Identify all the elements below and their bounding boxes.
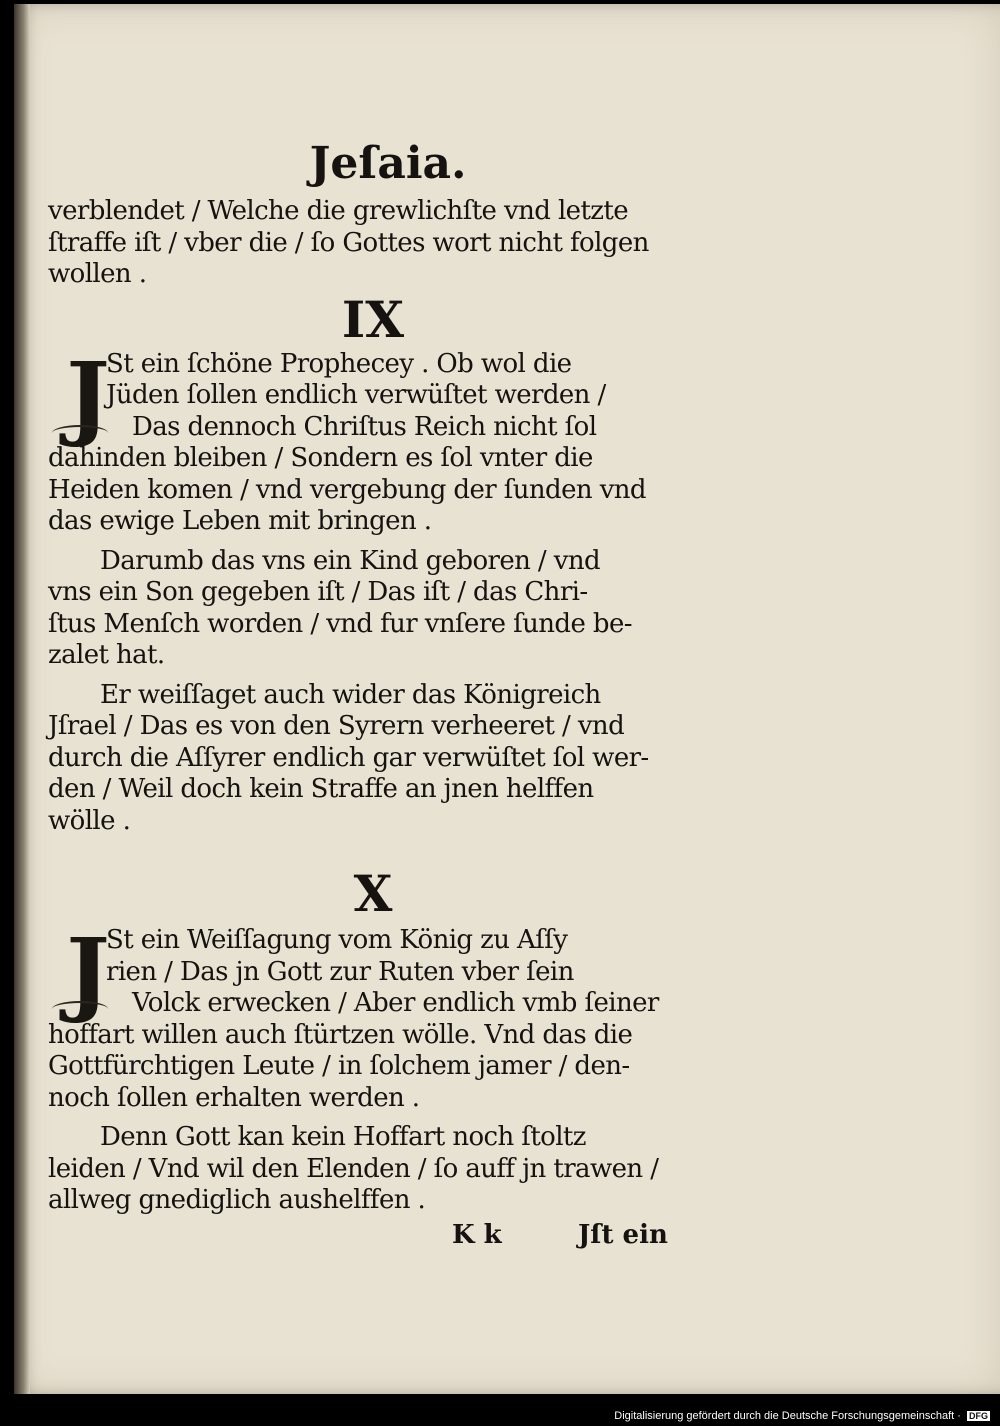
- signature-mark: K k: [452, 1219, 502, 1250]
- credit-text: Digitalisierung gefördert durch die Deutsche Forschungsgemeinschaft ·: [614, 1410, 961, 1422]
- text-line: das ewige Leben mit bringen .: [48, 506, 432, 536]
- text-line: leiden / Vnd wil den Elenden / ſo auff jn trawen /: [48, 1153, 659, 1184]
- text-line: durch die Aſſyrer endlich gar verwüſtet ſol wer-: [48, 742, 649, 773]
- decorated-initial: [48, 918, 128, 1026]
- text-line: den / Weil doch kein Straffe an jnen helffen: [48, 774, 594, 804]
- text-line: rien / Das jn Gott zur Ruten vber ſein: [106, 956, 574, 987]
- page-text: [48, 132, 688, 1253]
- text-line: wölle .: [48, 805, 131, 836]
- running-header: Jeſaia.: [309, 138, 467, 189]
- text-line: Denn Gott kan kein Hoffart noch ſtoltz: [100, 1122, 586, 1152]
- text-line: St ein ſchöne Prophecey . Ob wol die: [106, 348, 572, 379]
- text-line: Er weiſſaget auch wider das Königreich: [100, 679, 601, 710]
- text-line: Volck erwecken / Aber endlich vmb ſeiner: [132, 988, 659, 1018]
- text-line: dahinden bleiben / Sondern es ſol vnter die: [48, 443, 593, 473]
- dfg-logo-icon: DFG: [969, 1411, 988, 1421]
- chapter-10-summary: [48, 918, 688, 1114]
- text-line: vns ein Son gegeben iſt / Das iſt / das Chri-: [48, 577, 588, 607]
- text-line: Darumb das vns ein Kind geboren / vnd: [100, 545, 601, 576]
- initial-letter: J: [66, 341, 110, 450]
- text-line: Jſrael / Das es von den Syrern verheeret / vnd: [48, 711, 625, 741]
- text-block-1: [48, 196, 688, 291]
- text-line: verblendet / Welche die grewlichſte vnd letzte: [48, 196, 629, 226]
- text-line: ſtraffe iſt / vber die / ſo Gottes wort nicht folgen: [48, 227, 649, 258]
- text-line: allweg gnediglich aushelffen .: [48, 1185, 426, 1215]
- book-spine: [14, 4, 30, 1394]
- text-line: Gottfürchtigen Leute / in ſolchem jamer / den-: [48, 1051, 630, 1081]
- catchword: Jſt ein: [578, 1219, 668, 1250]
- chapter-9-paragraph-2: [48, 546, 688, 672]
- chapter-numeral-9: IX: [341, 289, 405, 349]
- text-line: Jüden ſollen endlich verwüſtet werden /: [106, 380, 606, 410]
- text-line: Heiden komen / vnd vergebung der ſunden vnd: [48, 474, 646, 505]
- decorated-initial: [48, 341, 128, 450]
- text-line: hoffart willen auch ſtürtzen wölle. Vnd das die: [48, 1019, 633, 1050]
- initial-letter: J: [66, 918, 110, 1026]
- book-page: [14, 4, 1000, 1394]
- digitization-credit: [614, 1410, 990, 1422]
- chapter-numeral-10: X: [353, 864, 393, 923]
- chapter-9-paragraph-3: [48, 680, 688, 838]
- text-line: noch ſollen erhalten werden .: [48, 1082, 420, 1113]
- text-line: Das dennoch Chriſtus Reich nicht ſol: [132, 411, 597, 442]
- text-line: ſtus Menſch worden / vnd fur vnſere ſunde be-: [48, 608, 632, 639]
- chapter-10-paragraph-2: [48, 1122, 688, 1217]
- initial-ornament-icon: [52, 425, 108, 441]
- text-line: St ein Weiſſagung vom König zu Aſſy: [106, 925, 568, 955]
- text-line: wollen .: [48, 259, 147, 289]
- text-line: zalet hat.: [48, 640, 165, 670]
- initial-ornament-icon: [52, 1001, 108, 1017]
- chapter-9-summary: [48, 341, 688, 538]
- page-footer: [48, 1217, 688, 1253]
